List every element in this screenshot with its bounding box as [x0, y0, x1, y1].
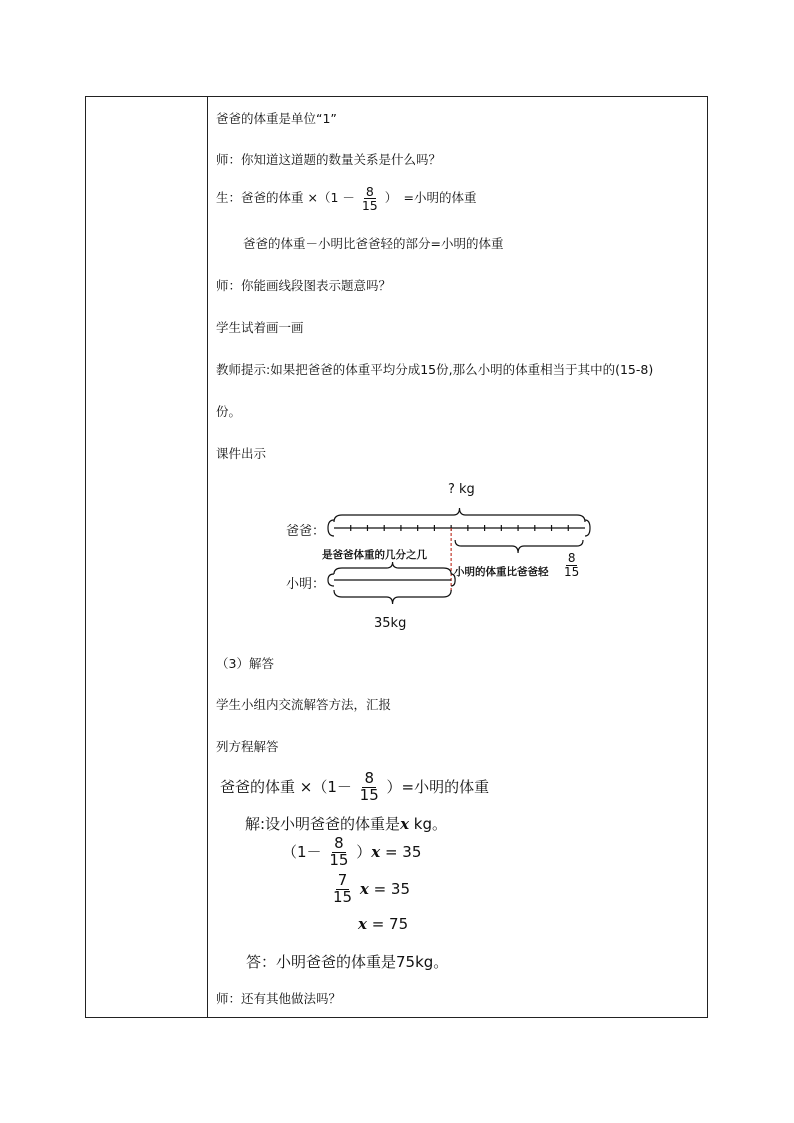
equation2-rhs: = 35: [368, 879, 411, 898]
dad-bar-right-cap: [585, 520, 590, 536]
solution-relation-fraction: [360, 771, 379, 804]
equation3-variable: x: [358, 915, 367, 933]
equation3-rhs: = 75: [366, 915, 409, 933]
equation1-close: ）: [356, 842, 372, 861]
solution-setup-prefix: 解:设小明爸爸的体重是: [245, 815, 401, 833]
dad-label: 爸爸：: [286, 524, 326, 539]
solution-relation-prefix: 爸爸的体重 ×（1－: [220, 777, 352, 796]
total-brace: [334, 508, 585, 522]
text-teacher-question-diagram: 师：你能画线段图表示题意吗？: [216, 278, 392, 293]
relation-suffix: ） =小明的体重: [384, 190, 477, 206]
text-teacher-hint: 教师提示:如果把爸爸的体重平均分成15份,那么小明的体重相当于其中的(15-8): [216, 362, 654, 377]
dad-bar-left-cap: [328, 520, 334, 536]
text-hint-continued: 份。: [216, 404, 242, 419]
fraction-denominator: 15: [361, 198, 378, 214]
text-other-methods: 师：还有其他做法吗？: [216, 991, 342, 1006]
xiaoming-top-brace: [334, 562, 451, 574]
equation-line-2: [330, 873, 410, 906]
relation-prefix: 生：爸爸的体重 ×（1 －: [216, 190, 355, 206]
text-equation-method: 列方程解答: [216, 739, 279, 754]
text-group-discussion: 学生小组内交流解答方法，汇报: [216, 697, 392, 712]
solution-answer: 答：小明爸爸的体重是75kg。: [246, 953, 449, 971]
equation2-denominator: 15: [333, 887, 353, 906]
equation1-rhs: = 35: [380, 842, 422, 861]
lighter-fraction-numerator: 8: [567, 551, 576, 565]
equation1-variable: x: [371, 842, 381, 861]
lighter-fraction: [561, 552, 582, 578]
text-unit-one: 爸爸的体重是单位“1”: [216, 111, 337, 126]
text-courseware-show: 课件出示: [216, 446, 267, 461]
solution-relation-numerator: 8: [364, 769, 374, 787]
equation-line-1: [282, 836, 421, 869]
lighter-part-label: 小明的体重比爸爸轻: [454, 566, 549, 578]
xiaoming-bar-left-cap: [328, 574, 334, 586]
equation2-numerator: 7: [337, 871, 348, 889]
total-weight-label: ? kg: [448, 482, 475, 497]
fraction-question-label: 是爸爸体重的几分之几: [322, 549, 427, 561]
equation1-numerator: 8: [334, 834, 344, 852]
xiaoming-label: 小明：: [286, 577, 326, 592]
solution-relation: [220, 771, 489, 804]
text-subtraction-relation: 爸爸的体重－小明比爸爸轻的部分=小明的体重: [243, 236, 504, 251]
equation-line-3: [358, 916, 408, 932]
xiaoming-weight-label: 35kg: [374, 616, 407, 631]
text-students-draw: 学生试着画一画: [216, 320, 304, 335]
fraction-numerator: 8: [365, 184, 374, 199]
solution-setup-variable: x: [400, 815, 410, 833]
equation1-denominator: 15: [329, 850, 349, 869]
equation1-fraction: [329, 836, 348, 869]
solution-relation-denominator: 15: [359, 785, 379, 804]
equation2-variable: x: [359, 879, 369, 898]
text-step-solve: （3）解答: [216, 656, 274, 671]
xiaoming-weight-brace: [334, 590, 451, 604]
lighter-fraction-denominator: 15: [564, 564, 580, 579]
lighter-fraction-stack: [564, 552, 579, 578]
equation2-fraction: [333, 873, 352, 906]
solution-relation-suffix: ）=小明的体重: [386, 777, 490, 796]
solution-setup-suffix: kg。: [409, 815, 447, 833]
text-teacher-question-relation: 师：你知道这道题的数量关系是什么吗？: [216, 152, 442, 167]
equation1-prefix: （1－: [282, 842, 322, 861]
solution-setup: [245, 816, 447, 832]
